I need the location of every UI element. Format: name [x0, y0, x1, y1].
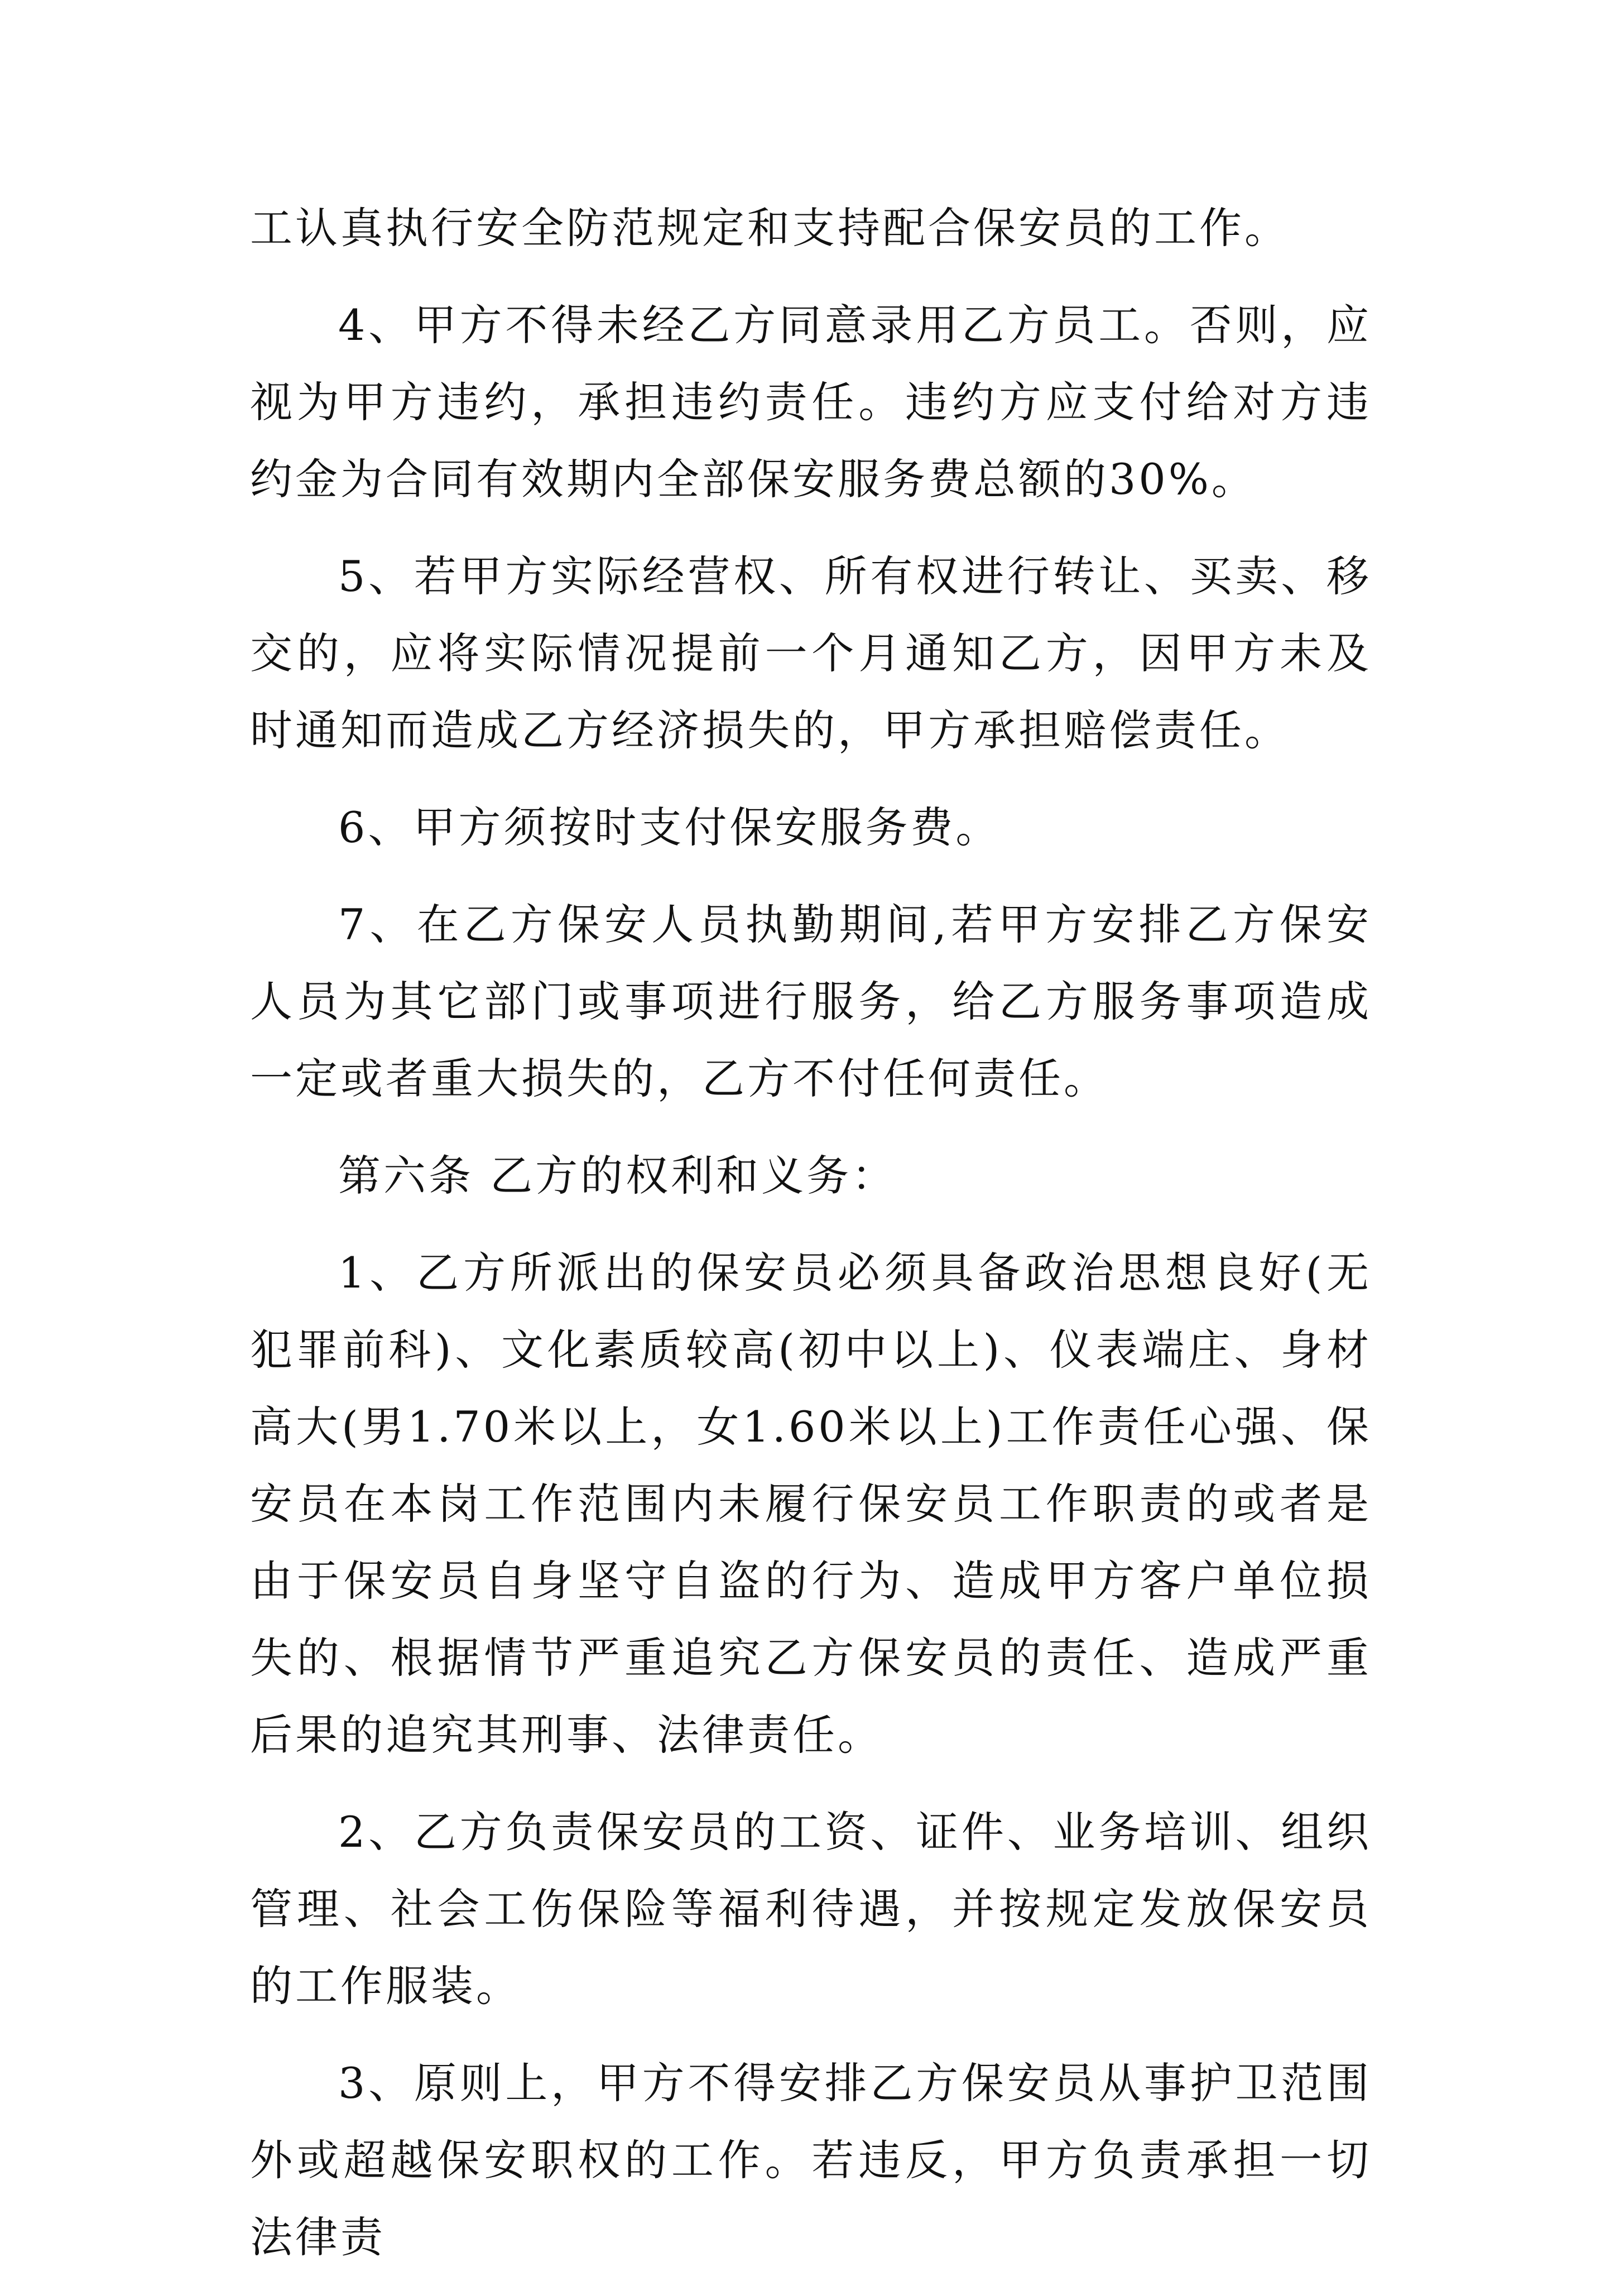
paragraph-continuation: 工认真执行安全防范规定和支持配合保安员的工作。 — [250, 203, 1290, 253]
paragraph-clause-5: 5、若甲方实际经营权、所有权进行转让、买卖、移交的，应将实际情况提前一个月通知乙方，因甲方未及时通知而造成乙方经济损失的，甲方承担赔偿责任。 — [250, 551, 1372, 755]
document-body — [250, 190, 1372, 2296]
section-heading-article-6: 第六条 乙方的权利和义务： — [338, 1151, 897, 1200]
paragraph-party-b-clause-2: 2、乙方负责保安员的工资、证件、业务培训、组织管理、社会工伤保险等福利待遇，并按规定发放保安员的工作服装。 — [250, 1807, 1372, 2011]
paragraph-party-b-clause-3: 3、原则上，甲方不得安排乙方保安员从事护卫范围外或超越保安职权的工作。若违反，甲方负责承担一切法律责 — [250, 2058, 1372, 2262]
paragraph-clause-4: 4、甲方不得未经乙方同意录用乙方员工。否则，应视为甲方违约，承担违约责任。违约方应支付给对方违约金为合同有效期内全部保安服务费总额的30%。 — [250, 300, 1372, 504]
paragraph-clause-7: 7、在乙方保安人员执勤期间,若甲方安排乙方保安人员为其它部门或事项进行服务，给乙方服务事项造成一定或者重大损失的，乙方不付任何责任。 — [250, 900, 1372, 1103]
paragraph-clause-6: 6、甲方须按时支付保安服务费。 — [338, 803, 1001, 852]
paragraph-party-b-clause-1: 1、乙方所派出的保安员必须具备政治思想良好(无犯罪前科)、文化素质较高(初中以上)、仪表端庄、身材高大(男1.70米以上，女1.60米以上)工作责任心强、保安员在本岗工作范围内未履行保安员工作职责的或者是由于保安员自身坚守自盗的行为、造成甲方客户单位损失的、根据情节严重追究乙方保安员的责任、造成严重后果的追究其刑事、法律责任。 — [250, 1248, 1372, 1760]
